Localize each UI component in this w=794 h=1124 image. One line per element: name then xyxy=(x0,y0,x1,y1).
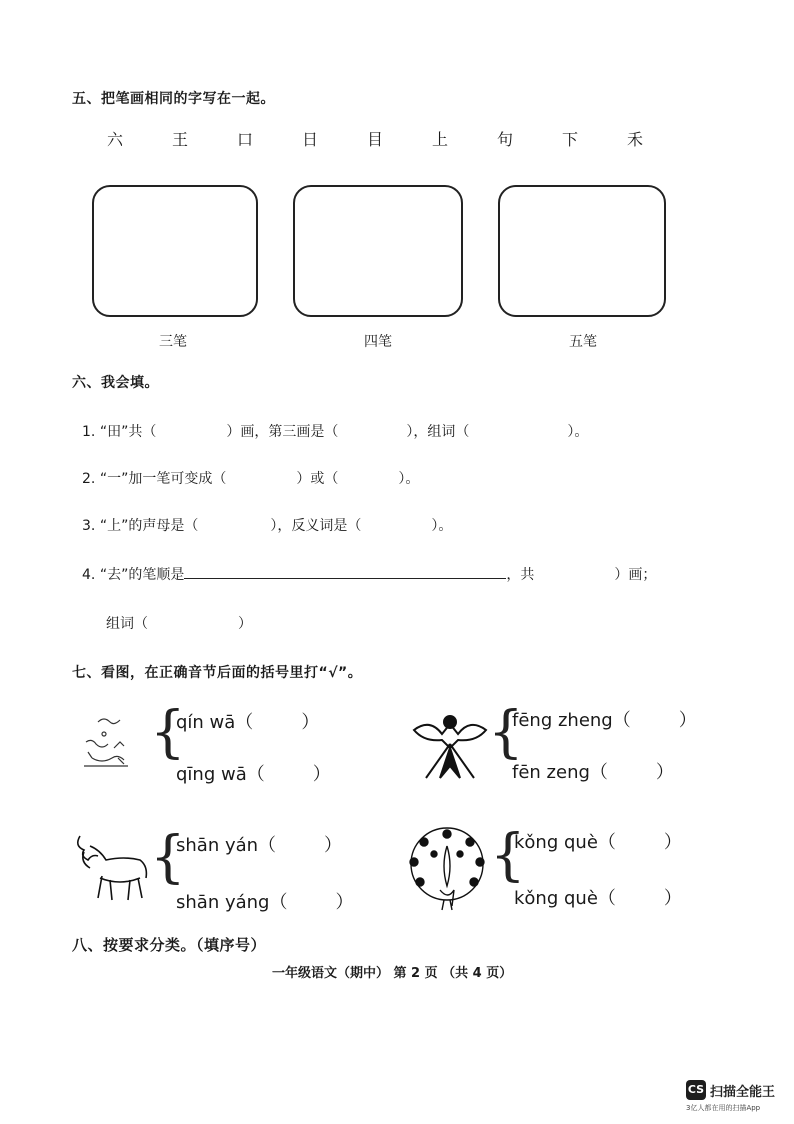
box-label: 三笔 xyxy=(159,334,187,350)
box-label: 四笔 xyxy=(364,334,392,350)
question-number: 3. xyxy=(82,518,96,534)
question-number: 1. xyxy=(82,424,96,440)
pinyin-option: kǒng què（ ） xyxy=(514,888,682,909)
question-text: ）。 xyxy=(431,518,453,534)
brace-icon: { xyxy=(488,700,524,765)
question-text: “田”共（ xyxy=(99,424,157,440)
section7-title: 七、看图，在正确音节后面的括号里打“√”。 xyxy=(72,665,363,681)
pinyin-option: qín wā（ ） xyxy=(176,712,320,733)
question-1 xyxy=(82,421,588,441)
scanner-tagline: 3亿人都在用的扫描App xyxy=(686,1104,761,1112)
question-text: ）画，第三画是（ xyxy=(226,424,339,440)
brace-icon: { xyxy=(150,700,186,765)
char-item: 六 xyxy=(106,130,123,149)
frog-picture-icon xyxy=(78,712,138,774)
pinyin-option: shān yán（ ） xyxy=(176,835,343,856)
question-2 xyxy=(82,468,419,488)
peacock-picture-icon xyxy=(404,826,490,914)
question-text: ），组词（ xyxy=(406,424,470,440)
stroke-order-line[interactable] xyxy=(184,564,506,579)
pinyin-option: shān yáng（ ） xyxy=(176,892,354,913)
char-item: 下 xyxy=(561,130,578,149)
char-item: 日 xyxy=(301,130,318,149)
goat-picture-icon xyxy=(70,828,154,904)
answer-box-four-strokes[interactable] xyxy=(293,185,463,317)
question-text: ，共 xyxy=(506,567,535,583)
char-item: 王 xyxy=(171,130,188,149)
char-item: 句 xyxy=(496,130,513,149)
char-item: 上 xyxy=(431,130,448,149)
page-footer: 一年级语文（期中） 第 2 页 （共 4 页） xyxy=(272,966,513,981)
question-number: 2. xyxy=(82,471,96,487)
box-label: 五笔 xyxy=(569,334,597,350)
question-text: ），反义词是（ xyxy=(270,518,362,534)
camscanner-logo-icon: CS xyxy=(686,1080,706,1100)
question-number: 4. xyxy=(82,567,96,583)
question-3 xyxy=(82,515,452,535)
pinyin-option: fēng zheng（ ） xyxy=(512,710,697,731)
answer-box-five-strokes[interactable] xyxy=(498,185,666,317)
question-text: “上”的声母是（ xyxy=(99,518,199,534)
question-text: 组词（ xyxy=(106,616,148,632)
section5-title: 五、把笔画相同的字写在一起。 xyxy=(72,91,275,107)
question-text: ） xyxy=(238,616,252,632)
brace-icon: { xyxy=(150,825,186,890)
question-text: “去”的笔顺是 xyxy=(99,567,185,583)
brace-icon: { xyxy=(490,823,526,888)
question-text: “一”加一笔可变成（ xyxy=(99,471,227,487)
scanner-watermark xyxy=(686,1080,790,1113)
question-text: ）。 xyxy=(567,424,589,440)
char-item: 禾 xyxy=(626,130,643,149)
pinyin-option: fēn zeng（ ） xyxy=(512,762,674,783)
char-item: 目 xyxy=(366,130,383,149)
question-text: ）画； xyxy=(614,567,657,583)
question-4-line2 xyxy=(106,613,252,633)
char-item: 口 xyxy=(236,130,253,149)
question-text: ）。 xyxy=(398,471,420,487)
section6-title: 六、我会填。 xyxy=(72,375,159,391)
answer-box-three-strokes[interactable] xyxy=(92,185,258,317)
pinyin-option: kǒng què（ ） xyxy=(514,832,682,853)
kite-picture-icon xyxy=(410,708,490,782)
section8-title: 八、按要求分类。（填序号） xyxy=(72,936,267,954)
question-text: ）或（ xyxy=(296,471,339,487)
question-4 xyxy=(82,564,656,584)
scanner-name: 扫描全能王 xyxy=(710,1084,776,1100)
pinyin-option: qīng wā（ ） xyxy=(176,764,331,785)
